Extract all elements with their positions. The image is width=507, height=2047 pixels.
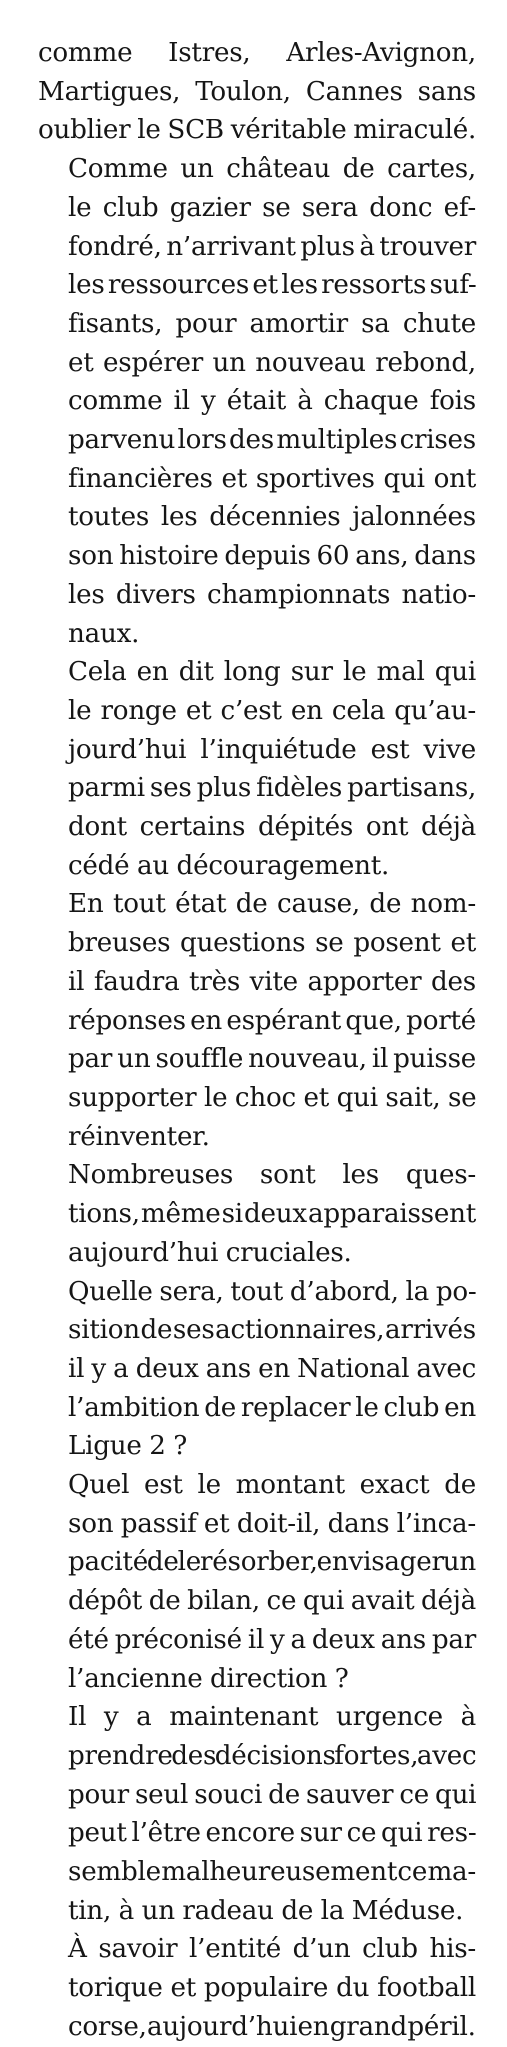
text-line: Ligue 2 ? bbox=[68, 1431, 187, 1462]
article-body bbox=[38, 34, 476, 2047]
paragraph-6 bbox=[38, 1273, 476, 1467]
text-line: comme Istres, Arles-Avignon, bbox=[38, 38, 476, 68]
text-line: torique et populaire du football bbox=[68, 1973, 476, 2004]
paragraph-9 bbox=[38, 1930, 476, 2046]
text-line: corse, aujourd’hui en grand péril. bbox=[68, 2011, 476, 2042]
text-line: il y a deux ans en National avec bbox=[68, 1353, 476, 1384]
text-line: aujourd’hui cruciales. bbox=[68, 1237, 352, 1268]
text-line: parvenu lors des multiples crises bbox=[68, 425, 476, 456]
text-line: naux. bbox=[68, 618, 140, 649]
text-line: Nombreuses sont les ques- bbox=[68, 1160, 476, 1191]
text-line: breuses questions se posent et bbox=[68, 928, 476, 959]
text-line: été préconisé il y a deux ans par bbox=[68, 1624, 476, 1655]
paragraph-3 bbox=[38, 653, 476, 885]
text-line: fisants, pour amortir sa chute bbox=[68, 308, 476, 339]
text-line: sition de ses actionnaires, arrivés bbox=[68, 1315, 476, 1346]
text-line: oublier le SCB véritable miraculé. bbox=[38, 115, 477, 146]
text-line: le club gazier se sera donc ef- bbox=[68, 192, 476, 223]
text-line: peut l’être encore sur ce qui res- bbox=[68, 1818, 477, 1849]
text-line: les ressources et les ressorts suf- bbox=[68, 270, 477, 301]
text-line: les divers championnats natio- bbox=[68, 579, 476, 610]
text-line: son passif et doit-il, dans l’inca- bbox=[68, 1508, 476, 1539]
text-line: À savoir l’entité d’un club his- bbox=[68, 1934, 476, 1965]
text-line: pour seul souci de sauver ce qui bbox=[68, 1779, 477, 1810]
text-line: dont certains dépités ont déjà bbox=[68, 812, 476, 843]
text-line: réinventer. bbox=[68, 1121, 210, 1152]
text-line: réponses en espérant que, porté bbox=[68, 1005, 476, 1036]
text-line: Il y a maintenant urgence à bbox=[68, 1702, 476, 1733]
text-line: pacité de le résorber, envisager un bbox=[68, 1547, 476, 1578]
text-line: semble malheureusement ce ma- bbox=[68, 1857, 476, 1888]
text-line: tin, à un radeau de la Méduse. bbox=[68, 1895, 464, 1926]
text-line: et espérer un nouveau rebond, bbox=[68, 347, 476, 378]
paragraph-4 bbox=[38, 885, 476, 1156]
text-line: comme il y était à chaque fois bbox=[68, 386, 476, 417]
paragraph-5 bbox=[38, 1156, 476, 1272]
text-line: financières et sportives qui ont bbox=[68, 463, 476, 494]
text-line: fondré, n’arrivant plus à trouver bbox=[68, 231, 477, 262]
text-line: l’ambition de replacer le club en bbox=[68, 1392, 476, 1423]
text-line: son histoire depuis 60 ans, dans bbox=[68, 541, 476, 572]
text-line: il faudra très vite apporter des bbox=[68, 966, 476, 997]
text-line: toutes les décennies jalonnées bbox=[68, 502, 476, 533]
text-line: cédé au découragement. bbox=[68, 850, 390, 881]
text-line: jourd’hui l’inquiétude est vive bbox=[68, 734, 476, 765]
text-line: tions, même si deux apparaissent bbox=[68, 1199, 476, 1230]
text-line: prendre des décisions fortes, avec bbox=[68, 1740, 477, 1771]
text-line: parmi ses plus fidèles partisans, bbox=[68, 773, 477, 804]
text-line: Martigues, Toulon, Cannes sans bbox=[38, 76, 476, 107]
text-line: Quel est le montant exact de bbox=[68, 1470, 476, 1501]
text-line: supporter le choc et qui sait, se bbox=[68, 1082, 477, 1113]
text-line: par un souffle nouveau, il puisse bbox=[68, 1044, 477, 1075]
text-line: l’ancienne direction ? bbox=[68, 1663, 349, 1694]
text-line: Quelle sera, tout d’abord, la po- bbox=[68, 1276, 477, 1307]
paragraph-7 bbox=[38, 1466, 476, 1698]
text-line: dépôt de bilan, ce qui avait déjà bbox=[68, 1586, 476, 1617]
text-line: En tout état de cause, de nom- bbox=[68, 889, 476, 920]
text-line: Comme un château de cartes, bbox=[68, 154, 476, 185]
paragraph-8 bbox=[38, 1698, 476, 1930]
paragraph-1 bbox=[38, 34, 476, 150]
text-line: Cela en dit long sur le mal qui bbox=[68, 657, 476, 688]
text-line: le ronge et c’est en cela qu’au- bbox=[68, 695, 476, 726]
paragraph-2 bbox=[38, 150, 476, 653]
